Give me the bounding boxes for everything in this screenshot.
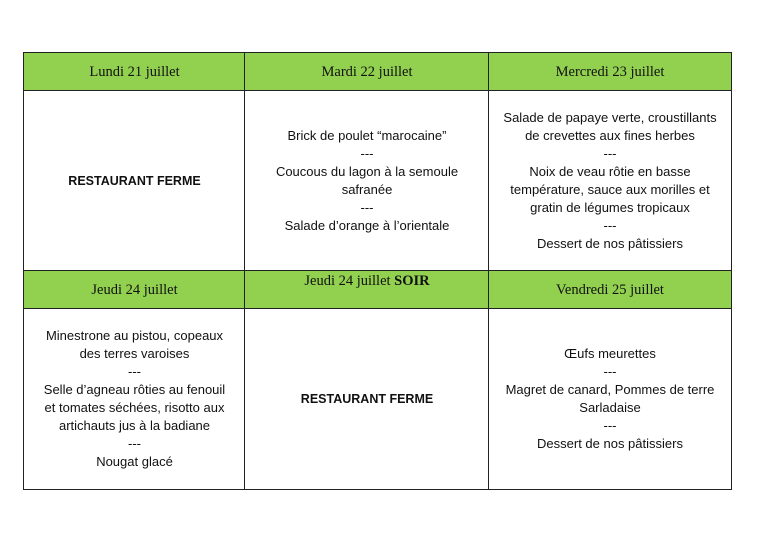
menu-line: Œufs meurettes bbox=[564, 346, 656, 361]
menu-line: Sarladaise bbox=[579, 400, 641, 415]
day-header-label: Mardi 22 juillet bbox=[321, 63, 413, 80]
menu-line: Magret de canard, Pommes de terre bbox=[505, 382, 715, 397]
column-divider bbox=[488, 53, 489, 489]
menu-line: des terres varoises bbox=[79, 346, 190, 361]
menu-line: safranée bbox=[341, 182, 393, 197]
closed-notice: RESTAURANT FERME bbox=[300, 392, 434, 406]
row-divider bbox=[24, 90, 731, 91]
course-separator: --- bbox=[128, 364, 141, 379]
day-menu-vendredi bbox=[489, 309, 731, 489]
day-header-date: Jeudi 24 juillet bbox=[304, 273, 391, 289]
day-menu-mardi bbox=[245, 91, 489, 271]
day-header-label: Mercredi 23 juillet bbox=[555, 63, 665, 80]
menu-line: Minestrone au pistou, copeaux bbox=[45, 328, 224, 343]
day-menu-jeudi-soir bbox=[245, 309, 489, 489]
menu-line: Brick de poulet “marocaine” bbox=[287, 128, 447, 143]
day-menu-mercredi bbox=[489, 91, 731, 271]
day-header-mardi bbox=[245, 53, 489, 91]
menu-table bbox=[23, 52, 732, 490]
menu-line: de crevettes aux fines herbes bbox=[525, 128, 695, 143]
menu-line: et tomates séchées, risotto aux bbox=[44, 400, 225, 415]
menu-line: Selle d’agneau rôties au fenouil bbox=[43, 382, 226, 397]
closed-notice: RESTAURANT FERME bbox=[68, 174, 201, 188]
menu-line: Coucous du lagon à la semoule bbox=[275, 164, 459, 179]
menu-line: Noix de veau rôtie en basse bbox=[529, 164, 691, 179]
day-header-suffix: SOIR bbox=[394, 273, 430, 289]
course-separator: --- bbox=[603, 418, 617, 433]
day-header-label bbox=[304, 273, 429, 290]
day-header-vendredi bbox=[489, 271, 731, 309]
menu-line: Salade d’orange à l’orientale bbox=[284, 218, 450, 233]
day-header-jeudi bbox=[24, 271, 245, 309]
course-separator: --- bbox=[603, 146, 617, 161]
day-menu-jeudi bbox=[24, 309, 245, 489]
course-separator: --- bbox=[128, 436, 141, 451]
day-header-label: Vendredi 25 juillet bbox=[556, 281, 664, 298]
day-header-label: Jeudi 24 juillet bbox=[91, 281, 178, 298]
day-header-jeudi-soir bbox=[245, 271, 489, 309]
menu-line: Dessert de nos pâtissiers bbox=[537, 436, 683, 451]
menu-line: Salade de papaye verte, croustillants bbox=[503, 110, 717, 125]
course-separator: --- bbox=[603, 364, 617, 379]
menu-line: Dessert de nos pâtissiers bbox=[537, 236, 683, 251]
row-divider bbox=[24, 308, 731, 309]
menu-line: gratin de légumes tropicaux bbox=[530, 200, 690, 215]
day-header-mercredi bbox=[489, 53, 731, 91]
course-separator: --- bbox=[360, 200, 374, 215]
menu-line: température, sauce aux morilles et bbox=[510, 182, 710, 197]
course-separator: --- bbox=[360, 146, 374, 161]
course-separator: --- bbox=[603, 218, 617, 233]
day-header-lundi bbox=[24, 53, 245, 91]
column-divider bbox=[244, 53, 245, 489]
row-divider bbox=[24, 270, 731, 271]
day-menu-lundi bbox=[24, 91, 245, 271]
menu-line: Nougat glacé bbox=[96, 454, 173, 469]
menu-line: artichauts jus à la badiane bbox=[58, 418, 211, 433]
day-header-label: Lundi 21 juillet bbox=[89, 63, 180, 80]
